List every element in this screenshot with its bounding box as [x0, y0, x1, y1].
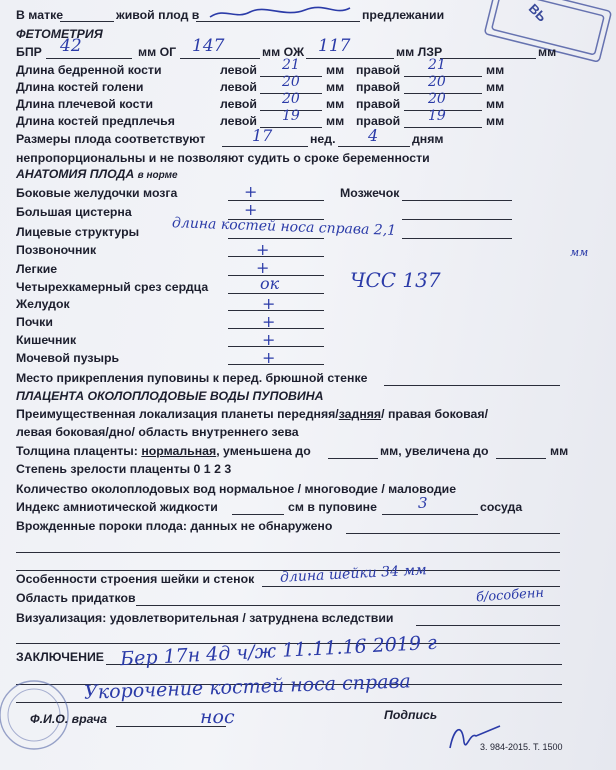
hw-bpr: 42 [60, 36, 82, 56]
hw-right-value: 20 [428, 74, 446, 90]
hw-face-structures: длина костей носа справа 2,1 [171, 215, 397, 239]
anatomy-item-label: Лицевые структуры [16, 225, 140, 239]
hw-oj: 117 [318, 36, 351, 56]
text-disproportionate: непропорциональны и не позволяют судить о сроке беременности [16, 151, 430, 165]
hw-weeks: 17 [252, 126, 273, 145]
mm-label: мм [326, 114, 345, 128]
thickness-selected: нормальная [141, 444, 217, 458]
anatomy-title-normal: в норме [137, 170, 178, 181]
bone-label: Длина костей голени [16, 80, 144, 94]
thickness-mm: мм [550, 444, 569, 458]
label-presentation: предлежании [362, 8, 445, 22]
mm-label: мм [486, 97, 505, 111]
hw-adnexa: б/особенн [475, 585, 545, 606]
hw-anatomy-value: ок [260, 274, 280, 293]
right-label: правой [356, 114, 401, 128]
hw-days: 4 [368, 126, 379, 145]
mm-label: мм [326, 97, 345, 111]
anatomy-item-label: Желудок [16, 297, 70, 311]
hw-left-value: 21 [282, 57, 300, 73]
placenta-loc-c: / правая боковая/ [381, 407, 488, 421]
label-lzr-mm: мм [538, 45, 557, 59]
label-umbilical-attachment: Место прикрепления пуповины к перед. брюшной стенке [16, 371, 368, 385]
text-placenta-location-2: левая боковая/дно/ область внутреннего зева [16, 425, 299, 439]
section-fetometry: ФЕТОМЕТРИЯ [16, 27, 103, 41]
right-label: правой [356, 80, 401, 94]
section-placenta: ПЛАЦЕНТА ОКОЛОПЛОДОВЫЕ ВОДЫ ПУПОВИНА [16, 389, 324, 403]
hw-anatomy-value: + [262, 330, 276, 349]
bone-label: Длина костей предплечья [16, 114, 175, 128]
label-size-matches: Размеры плода соответствуют [16, 132, 206, 146]
label-adnexa: Область придатков [16, 591, 136, 605]
label-oj: мм ОЖ [262, 45, 305, 59]
hw-anatomy-value: + [262, 312, 276, 331]
label-in-uterus: В матке [16, 8, 64, 22]
bone-label: Длина бедренной кости [16, 63, 162, 77]
handwriting-presentation [205, 2, 355, 24]
label-days: дням [412, 132, 444, 146]
hw-cervix-length: длина шейки 34 мм [279, 562, 428, 586]
anatomy-title: АНАТОМИЯ ПЛОДА [16, 167, 135, 181]
left-label: левой [220, 114, 257, 128]
text-placenta-location [16, 407, 488, 421]
hw-left-value: 20 [282, 91, 300, 107]
placenta-loc-a: Преимущественная локализация планеты передняя/ [16, 407, 339, 421]
anatomy-item-label: Позвоночник [16, 243, 97, 257]
hw-anatomy-value: + [262, 348, 276, 367]
hw-og: 147 [192, 36, 225, 56]
mm-label: мм [486, 114, 505, 128]
hw-anatomy-value: + [244, 200, 258, 219]
left-label: левой [220, 80, 257, 94]
hw-anatomy-value: + [244, 182, 258, 201]
mm-label: мм [486, 80, 505, 94]
label-weeks: нед. [310, 132, 336, 146]
hw-right-value: 19 [428, 108, 446, 124]
anatomy-item-label: Боковые желудочки мозга [16, 186, 178, 200]
label-doctor-name: Ф.И.О. врача [30, 712, 107, 726]
text-amniotic-volume: Количество околоплодовых вод нормальное / многоводие / маловодие [16, 482, 457, 496]
anatomy-item-label: Мочевой пузырь [16, 351, 120, 365]
hw-left-value: 19 [282, 108, 300, 124]
left-label: левой [220, 97, 257, 111]
text-placenta-thickness [16, 444, 311, 458]
label-vessels: сосуда [480, 500, 523, 514]
label-live-fetus: живой плод в [116, 8, 200, 22]
hw-anatomy-value: + [262, 294, 276, 313]
thickness-reduced: , уменьшена до [216, 444, 311, 458]
text-congenital-defects: Врожденные пороки плода: данных не обнаружено [16, 519, 333, 533]
label-bpr: БПР [16, 45, 42, 59]
mm-label: мм [326, 63, 345, 77]
label-cord: см в пуповине [288, 500, 377, 514]
thickness-label: Толщина плаценты: [16, 444, 142, 458]
label-visualization: Визуализация: удовлетворительная / затруднена вследствии [16, 611, 394, 625]
label-conclusion: ЗАКЛЮЧЕНИЕ [16, 650, 104, 664]
hw-cord-vessels: 3 [418, 494, 428, 512]
mm-label: мм [486, 63, 505, 77]
hw-left-value: 20 [282, 74, 300, 90]
hw-conclusion-line1: Бер 17н 4д ч/ж 11.11.16 2019 г [119, 631, 438, 671]
text-placenta-maturity: Степень зрелости плаценты 0 1 2 3 [16, 462, 232, 476]
label-signature: Подпись [384, 708, 438, 722]
mm-label: мм [326, 80, 345, 94]
anatomy-item-label: Большая цистерна [16, 205, 132, 219]
label-afi: Индекс амниотической жидкости [16, 500, 218, 514]
stamp-text: ВЬ [525, 0, 550, 25]
placenta-loc-selected: задняя [338, 407, 382, 421]
form-code: 3. 984-2015. Т. 1500 [480, 742, 563, 752]
anatomy-item-label: Четырехкамерный срез сердца [16, 280, 209, 294]
hw-conclusion-line2: Укорочение костей носа справа [83, 670, 412, 704]
hw-face-mm: мм [570, 246, 589, 259]
anatomy-item-label: Почки [16, 315, 53, 329]
hw-conclusion-line3: нос [200, 706, 235, 728]
label-og: мм ОГ [138, 45, 177, 59]
anatomy-item-label: Кишечник [16, 333, 77, 347]
hw-right-value: 21 [428, 57, 446, 73]
label-cerebellum: Мозжечок [340, 186, 400, 200]
thickness-increased: мм, увеличена до [380, 444, 489, 458]
hw-right-value: 20 [428, 91, 446, 107]
hw-heart-rate: ЧСС 137 [350, 268, 441, 292]
label-lzr: мм ЛЗР [396, 45, 443, 59]
anatomy-item-label: Легкие [16, 262, 58, 276]
left-label: левой [220, 63, 257, 77]
hw-anatomy-value: + [256, 240, 270, 259]
right-label: правой [356, 97, 401, 111]
hw-anatomy-value: + [256, 258, 270, 277]
right-label: правой [356, 63, 401, 77]
label-cervix: Особенности строения шейки и стенок [16, 572, 255, 586]
section-anatomy [16, 167, 178, 183]
bone-label: Длина плечевой кости [16, 97, 154, 111]
